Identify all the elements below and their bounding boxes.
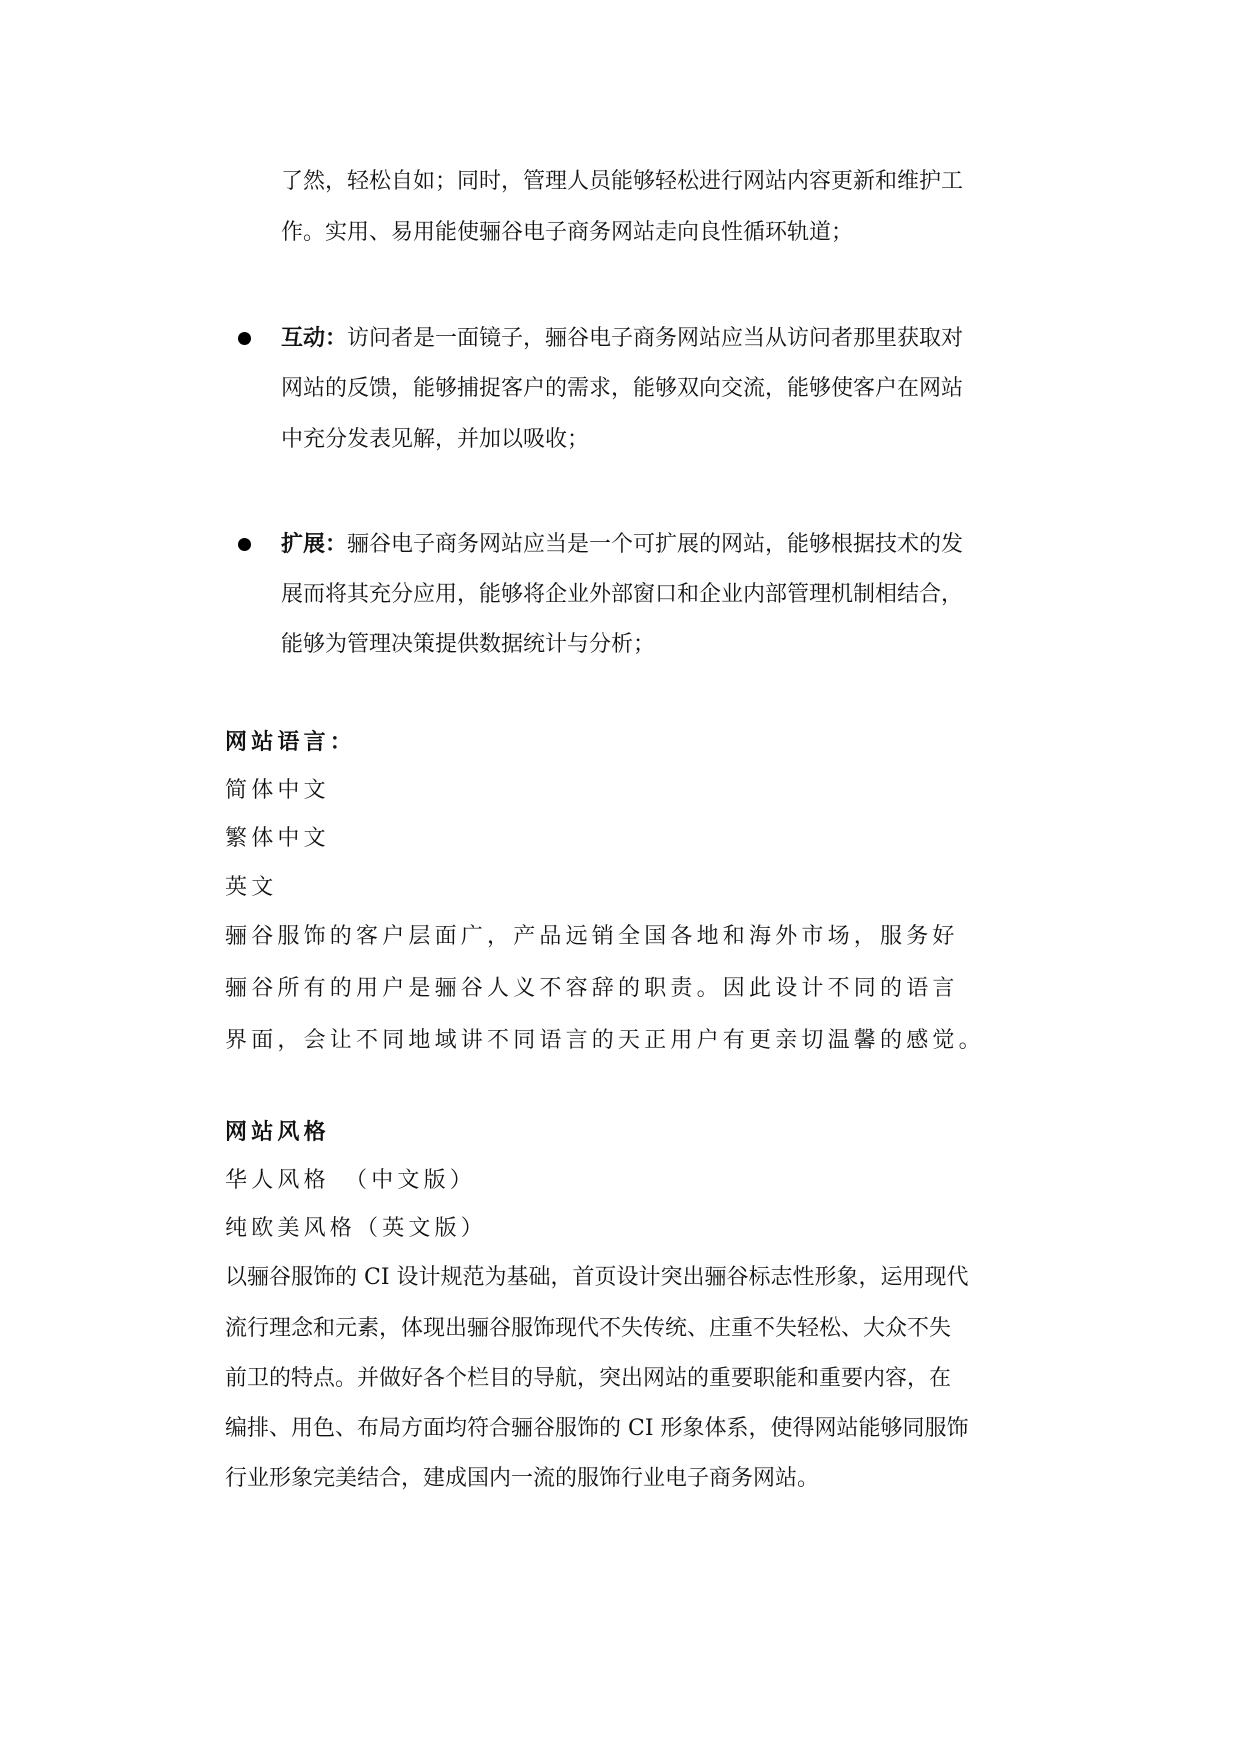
- style-heading: 网站风格: [225, 1119, 330, 1145]
- style-desc-line-2: 流行理念和元素，体现出骊谷服饰现代不失传统、庄重不失轻松、大众不失: [225, 1316, 952, 1341]
- bullet-2-line-1: [281, 529, 963, 560]
- bullet-1-text-1: 访问者是一面镜子，骊谷电子商务网站应当从访问者那里获取对: [347, 326, 964, 351]
- language-item-traditional: 繁体中文: [225, 826, 330, 851]
- languages-heading: 网站语言：: [225, 729, 357, 755]
- style-desc-line-3: 前卫的特点。并做好各个栏目的导航，突出网站的重要职能和重要内容，在: [225, 1366, 952, 1391]
- style-item-western: 纯欧美风格（英文版）: [225, 1216, 488, 1241]
- bullet-2-text-1: 骊谷电子商务网站应当是一个可扩展的网站，能够根据技术的发: [347, 532, 964, 557]
- bullet-dot-icon: [238, 538, 251, 551]
- style-desc-line-1: 以骊谷服饰的 CI 设计规范为基础，首页设计突出骊谷标志性形象，运用现代: [225, 1265, 969, 1290]
- languages-desc-line-3: 界面，会让不同地域讲不同语言的天正用户有更亲切温馨的感觉。: [225, 1028, 985, 1053]
- language-item-english: 英文: [225, 875, 278, 900]
- bullet-dot-icon: [238, 332, 251, 345]
- style-desc-line-5: 行业形象完美结合，建成国内一流的服饰行业电子商务网站。: [225, 1466, 820, 1491]
- language-item-simplified: 简体中文: [225, 778, 330, 803]
- bullet-1-line-2: 网站的反馈，能够捕捉客户的需求，能够双向交流，能够使客户在网站: [281, 376, 964, 401]
- languages-desc-line-1: 骊谷服饰的客户层面广，产品远销全国各地和海外市场，服务好: [225, 924, 959, 949]
- languages-desc-line-2: 骊谷所有的用户是骊谷人义不容辞的职责。因此设计不同的语言: [225, 976, 959, 1001]
- bullet-2-line-3: 能够为管理决策提供数据统计与分析；: [281, 632, 656, 657]
- bullet-1-line-3: 中充分发表见解，并加以吸收；: [281, 427, 590, 452]
- intro-line-2: 作。实用、易用能使骊谷电子商务网站走向良性循环轨道；: [281, 220, 854, 245]
- bullet-1-label: 互动：: [281, 325, 348, 351]
- bullet-1-line-1: [281, 323, 963, 354]
- style-item-chinese: 华人风格 （中文版）: [225, 1168, 477, 1193]
- style-desc-line-4: 编排、用色、布局方面均符合骊谷服饰的 CI 形象体系，使得网站能够同服饰: [225, 1416, 969, 1441]
- intro-line-1: 了然，轻松自如；同时，管理人员能够轻松进行网站内容更新和维护工: [281, 169, 964, 194]
- bullet-2-line-2: 展而将其充分应用，能够将企业外部窗口和企业内部管理机制相结合，: [281, 582, 964, 607]
- bullet-2-label: 扩展：: [281, 531, 348, 557]
